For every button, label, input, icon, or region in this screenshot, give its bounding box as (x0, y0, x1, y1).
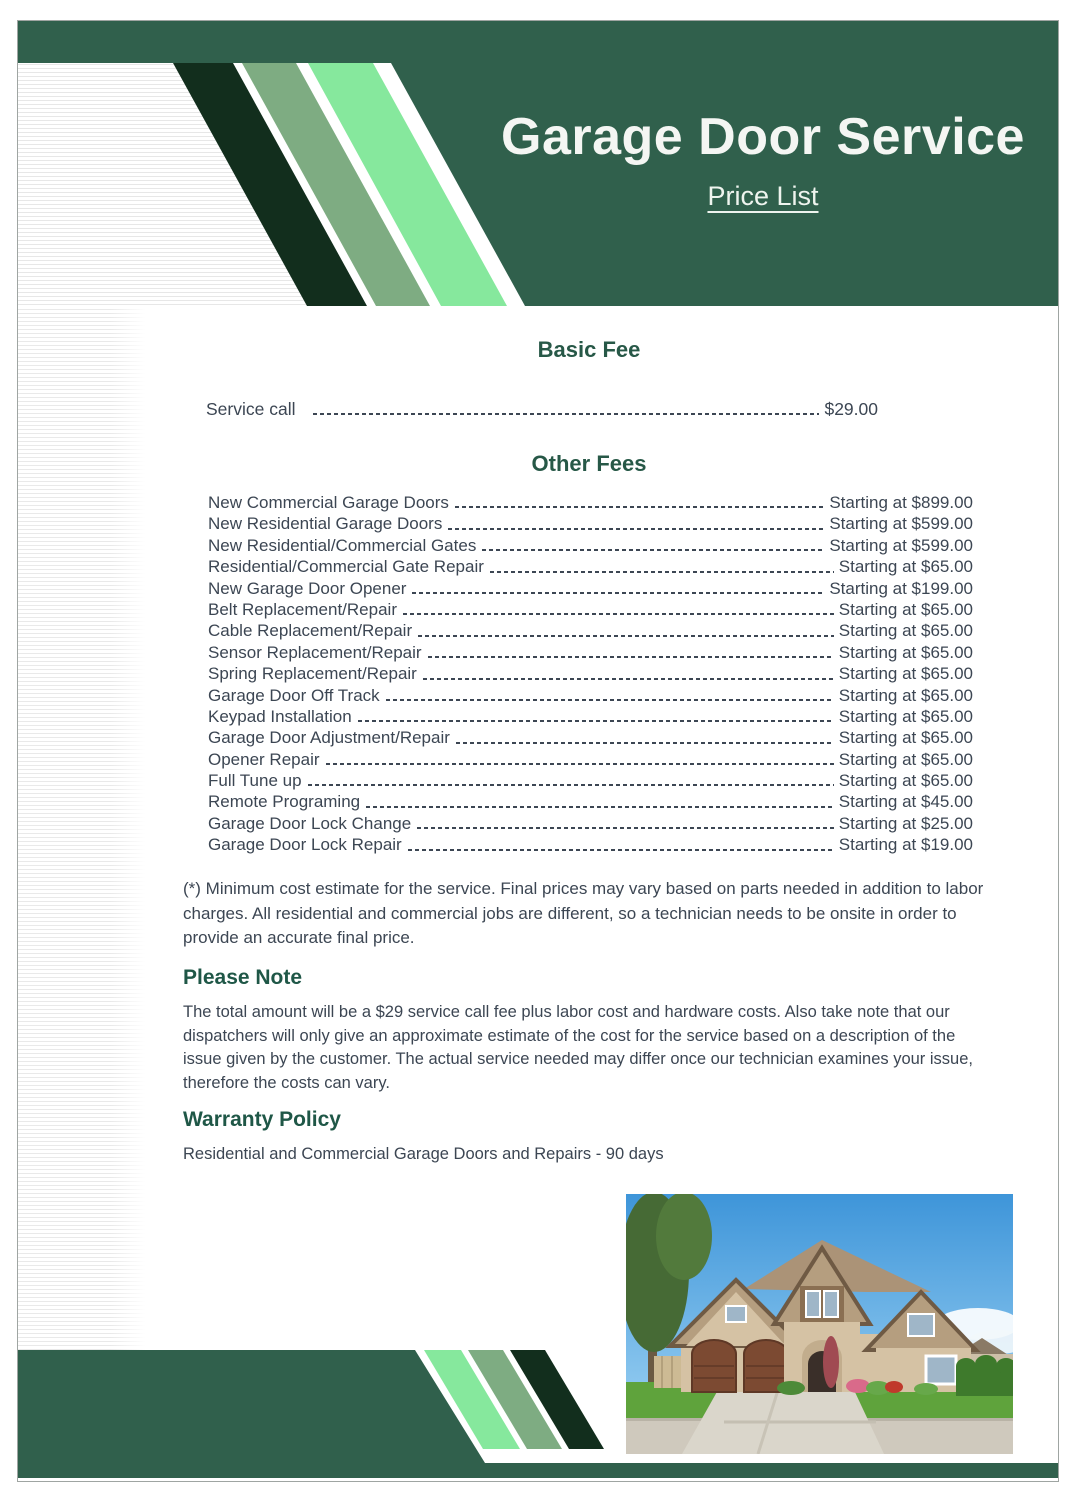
fee-label: Garage Door Off Track (208, 685, 380, 705)
fee-price: Starting at $65.00 (838, 706, 973, 726)
fee-price: Starting at $45.00 (838, 792, 973, 812)
fee-row (208, 706, 973, 727)
dash-leader (448, 528, 824, 530)
fee-label: Service call (206, 399, 296, 419)
fee-price: Starting at $899.00 (829, 492, 973, 512)
basic-fee-heading: Basic Fee (537, 337, 641, 362)
dash-leader (403, 613, 834, 615)
bay-window (824, 1291, 838, 1317)
bay-window (806, 1291, 820, 1317)
fee-row (208, 770, 973, 791)
fee-price: Starting at $65.00 (838, 685, 973, 705)
dash-leader (366, 806, 834, 808)
fee-row (208, 791, 973, 812)
fee-label: New Residential Garage Doors (208, 514, 443, 534)
fee-row (208, 513, 973, 534)
fee-row (208, 578, 973, 599)
dash-leader (308, 784, 834, 786)
page-subtitle: Price List (707, 181, 819, 211)
dash-leader (313, 413, 819, 415)
dash-leader (490, 571, 834, 573)
fee-price: Starting at $65.00 (838, 621, 973, 641)
hedge-top (956, 1358, 976, 1374)
pinstripe-texture (18, 306, 146, 1350)
pink-shrub (846, 1379, 870, 1393)
fee-row (208, 727, 973, 748)
page-title: Garage Door Service (501, 108, 1025, 166)
dash-leader (326, 763, 834, 765)
other-fees-heading: Other Fees (531, 451, 647, 476)
dash-leader (482, 549, 824, 551)
tree-foliage (656, 1194, 712, 1280)
house-photo (626, 1194, 1013, 1454)
fee-label: Belt Replacement/Repair (208, 599, 397, 619)
basic-fee-row (206, 398, 878, 420)
fee-row (208, 642, 973, 663)
fee-price: Starting at $65.00 (838, 749, 973, 769)
other-fees-list (208, 492, 973, 856)
dash-leader (412, 592, 824, 594)
fee-price: Starting at $599.00 (829, 514, 973, 534)
fee-price: Starting at $65.00 (838, 557, 973, 577)
fee-row (208, 685, 973, 706)
fee-label: Keypad Installation (208, 706, 352, 726)
please-note-heading: Please Note (183, 966, 303, 989)
fee-label: Sensor Replacement/Repair (208, 642, 422, 662)
fee-row (208, 556, 973, 577)
fee-row (208, 663, 973, 684)
house-photo-illustration (626, 1194, 1013, 1454)
fee-row (208, 620, 973, 641)
fee-label: New Garage Door Opener (208, 578, 407, 598)
red-shrub (885, 1381, 903, 1393)
fee-row (208, 492, 973, 513)
fee-label: Remote Programing (208, 792, 361, 812)
dash-leader (417, 827, 834, 829)
fee-price: Starting at $19.00 (838, 835, 973, 855)
footnote-text: (*) Minimum cost estimate for the service. Final prices may vary based on parts needed in addition to labor charges. All residential and commercial jobs are different, so a technician needs to be onsite in order to provide an accurate final price. (183, 879, 984, 947)
fee-label: Residential/Commercial Gate Repair (208, 557, 484, 577)
dash-leader (456, 742, 834, 744)
red-plant (823, 1336, 839, 1388)
attic-window (726, 1306, 746, 1322)
fee-label: Full Tune up (208, 771, 302, 791)
dash-leader (423, 678, 834, 680)
dash-leader (358, 720, 834, 722)
fee-label: Garage Door Lock Repair (208, 835, 402, 855)
fee-label: Spring Replacement/Repair (208, 664, 417, 684)
fee-row (208, 834, 973, 855)
fee-price: Starting at $199.00 (829, 578, 973, 598)
fee-row (208, 749, 973, 770)
dash-leader (455, 506, 824, 508)
fee-label: New Residential/Commercial Gates (208, 535, 477, 555)
hedge-top (975, 1355, 997, 1373)
fee-price: Starting at $599.00 (829, 535, 973, 555)
please-note-body: The total amount will be a $29 service call fee plus labor cost and hardware costs. Also take note that our dispatchers will only give an approximate estimate of the cost for the service based on a description of the issue given by the customer. The actual service needed may differ once our technician examines your issue, therefore the costs can vary. (183, 1003, 973, 1092)
fee-price: Starting at $65.00 (838, 664, 973, 684)
fee-price: Starting at $65.00 (838, 771, 973, 791)
shrub (914, 1383, 938, 1395)
fee-row (208, 813, 973, 834)
dash-leader (408, 849, 834, 851)
page-frame (17, 20, 1059, 1482)
fee-row (208, 535, 973, 556)
fee-row (208, 599, 973, 620)
warranty-heading: Warranty Policy (183, 1108, 341, 1131)
dash-leader (418, 635, 834, 637)
fee-label: Garage Door Lock Change (208, 813, 412, 833)
header-title-block (438, 107, 1074, 213)
fee-label: Garage Door Adjustment/Repair (208, 728, 450, 748)
fee-price: Starting at $25.00 (838, 813, 973, 833)
fee-price: $29.00 (824, 399, 878, 419)
dash-leader (428, 656, 834, 658)
fee-price: Starting at $65.00 (838, 728, 973, 748)
lower-window (926, 1356, 956, 1384)
fee-label: Opener Repair (208, 749, 320, 769)
fee-price: Starting at $65.00 (838, 642, 973, 662)
dash-leader (386, 699, 834, 701)
fee-price: Starting at $65.00 (838, 599, 973, 619)
shrub (777, 1381, 805, 1395)
warranty-body: Residential and Commercial Garage Doors and Repairs - 90 days (183, 1145, 664, 1163)
upper-window (908, 1314, 934, 1336)
fee-label: New Commercial Garage Doors (208, 492, 449, 512)
fee-label: Cable Replacement/Repair (208, 621, 413, 641)
